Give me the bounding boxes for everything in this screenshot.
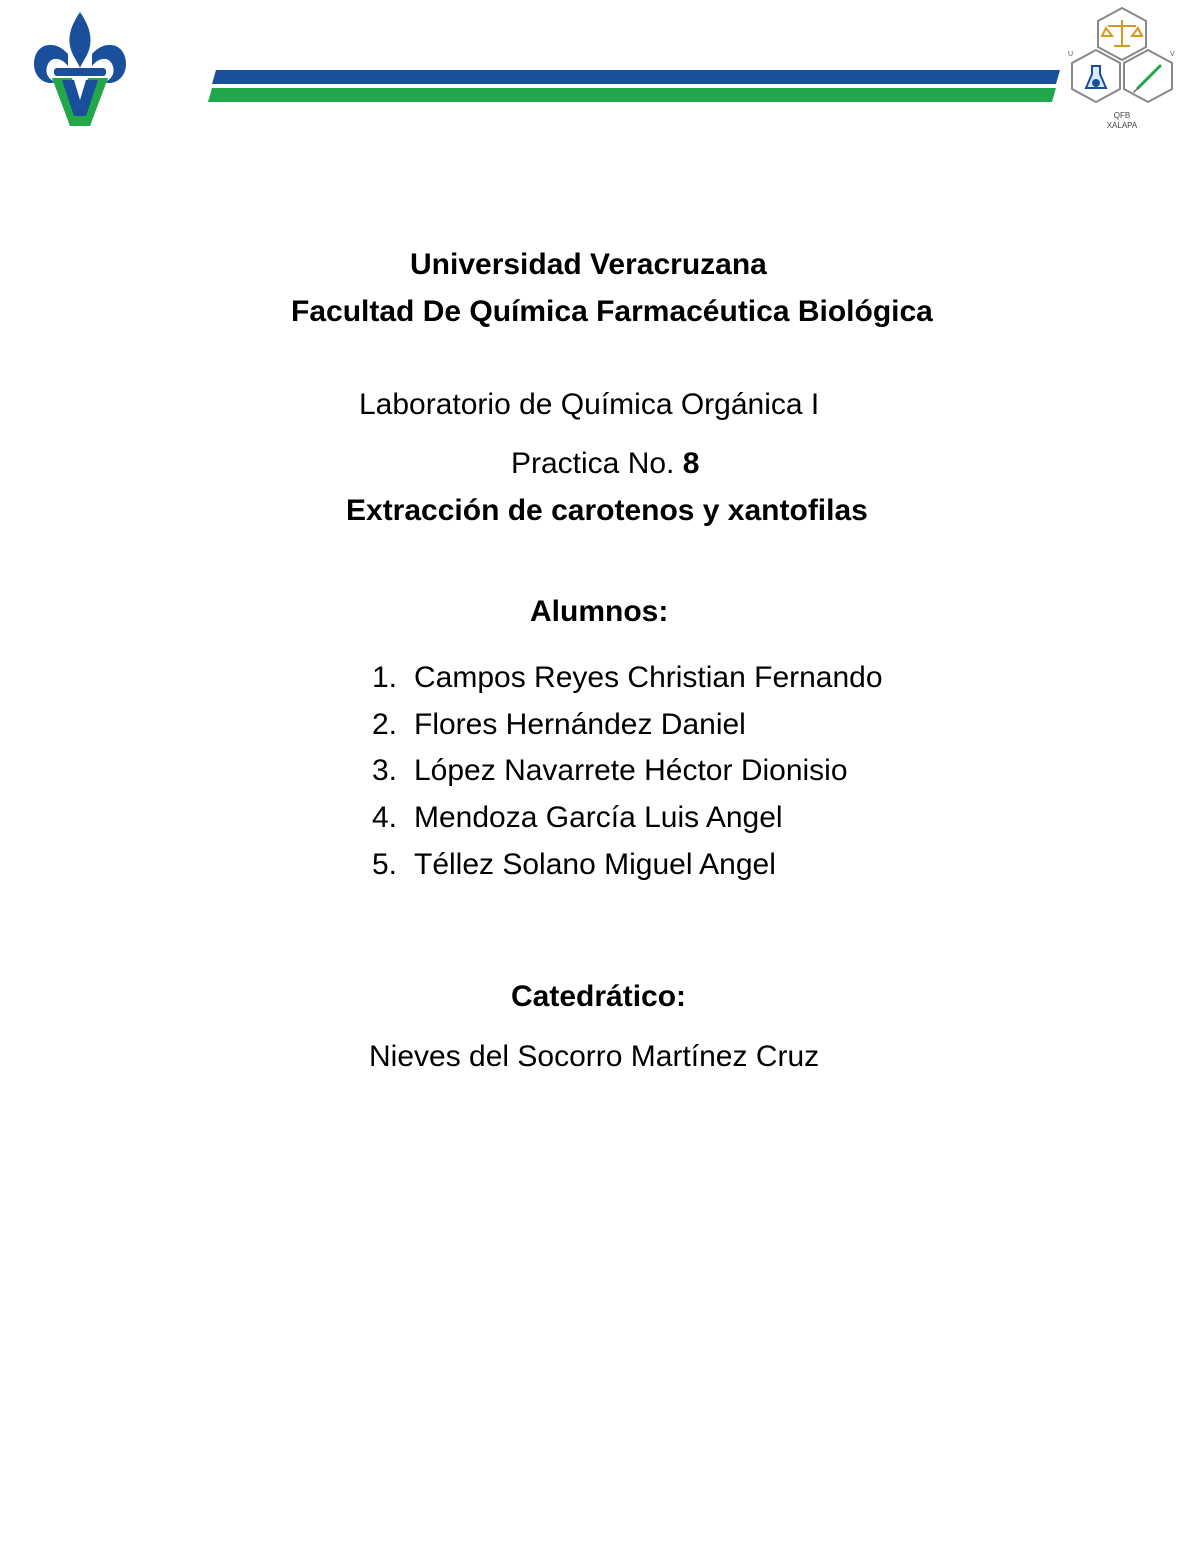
- practice-line: [0, 449, 1200, 479]
- practice-title: Extracción de carotenos y xantofilas: [346, 494, 868, 527]
- flask-icon: [1086, 66, 1106, 88]
- list-number: 5.: [372, 847, 398, 881]
- lab-name: Laboratorio de Química Orgánica I: [359, 388, 820, 421]
- list-item: [372, 660, 883, 707]
- practice-label: Practica No.: [511, 447, 683, 480]
- practice-number: 8: [682, 447, 700, 480]
- student-name: Téllez Solano Miguel Angel: [414, 847, 776, 881]
- list-number: 4.: [372, 801, 398, 835]
- list-item: [372, 707, 883, 754]
- professor-name: Nieves del Socorro Martínez Cruz: [369, 1040, 820, 1073]
- student-name: Mendoza García Luis Angel: [414, 801, 783, 835]
- professor-heading: Catedrático:: [511, 980, 687, 1013]
- student-name: López Navarrete Héctor Dionisio: [414, 754, 848, 788]
- syringe-icon: [1134, 66, 1160, 92]
- list-item: [372, 800, 883, 847]
- list-number: 1.: [372, 661, 398, 694]
- student-name: Campos Reyes Christian Fernando: [414, 661, 883, 694]
- students-heading: Alumnos:: [530, 595, 669, 628]
- list-item: [372, 753, 883, 800]
- faculty-name: Facultad De Química Farmacéutica Biológica: [291, 295, 933, 328]
- scales-icon: [1102, 20, 1142, 46]
- header-stripes: [208, 68, 1064, 108]
- list-number: 2.: [372, 707, 398, 741]
- logo-letter-u: U: [1068, 51, 1074, 58]
- qfb-xalapa-logo: [1062, 4, 1182, 132]
- student-name: Flores Hernández Daniel: [414, 707, 746, 741]
- list-number: 3.: [372, 754, 398, 788]
- logo-letter-v: V: [1170, 51, 1175, 58]
- students-list: [372, 660, 883, 893]
- logo-xalapa: XALAPA: [1106, 121, 1138, 130]
- logo-qfb: QFB: [1113, 111, 1131, 120]
- universidad-veracruzana-logo: [28, 8, 132, 132]
- university-name: Universidad Veracruzana: [410, 248, 767, 281]
- list-item: [372, 847, 883, 894]
